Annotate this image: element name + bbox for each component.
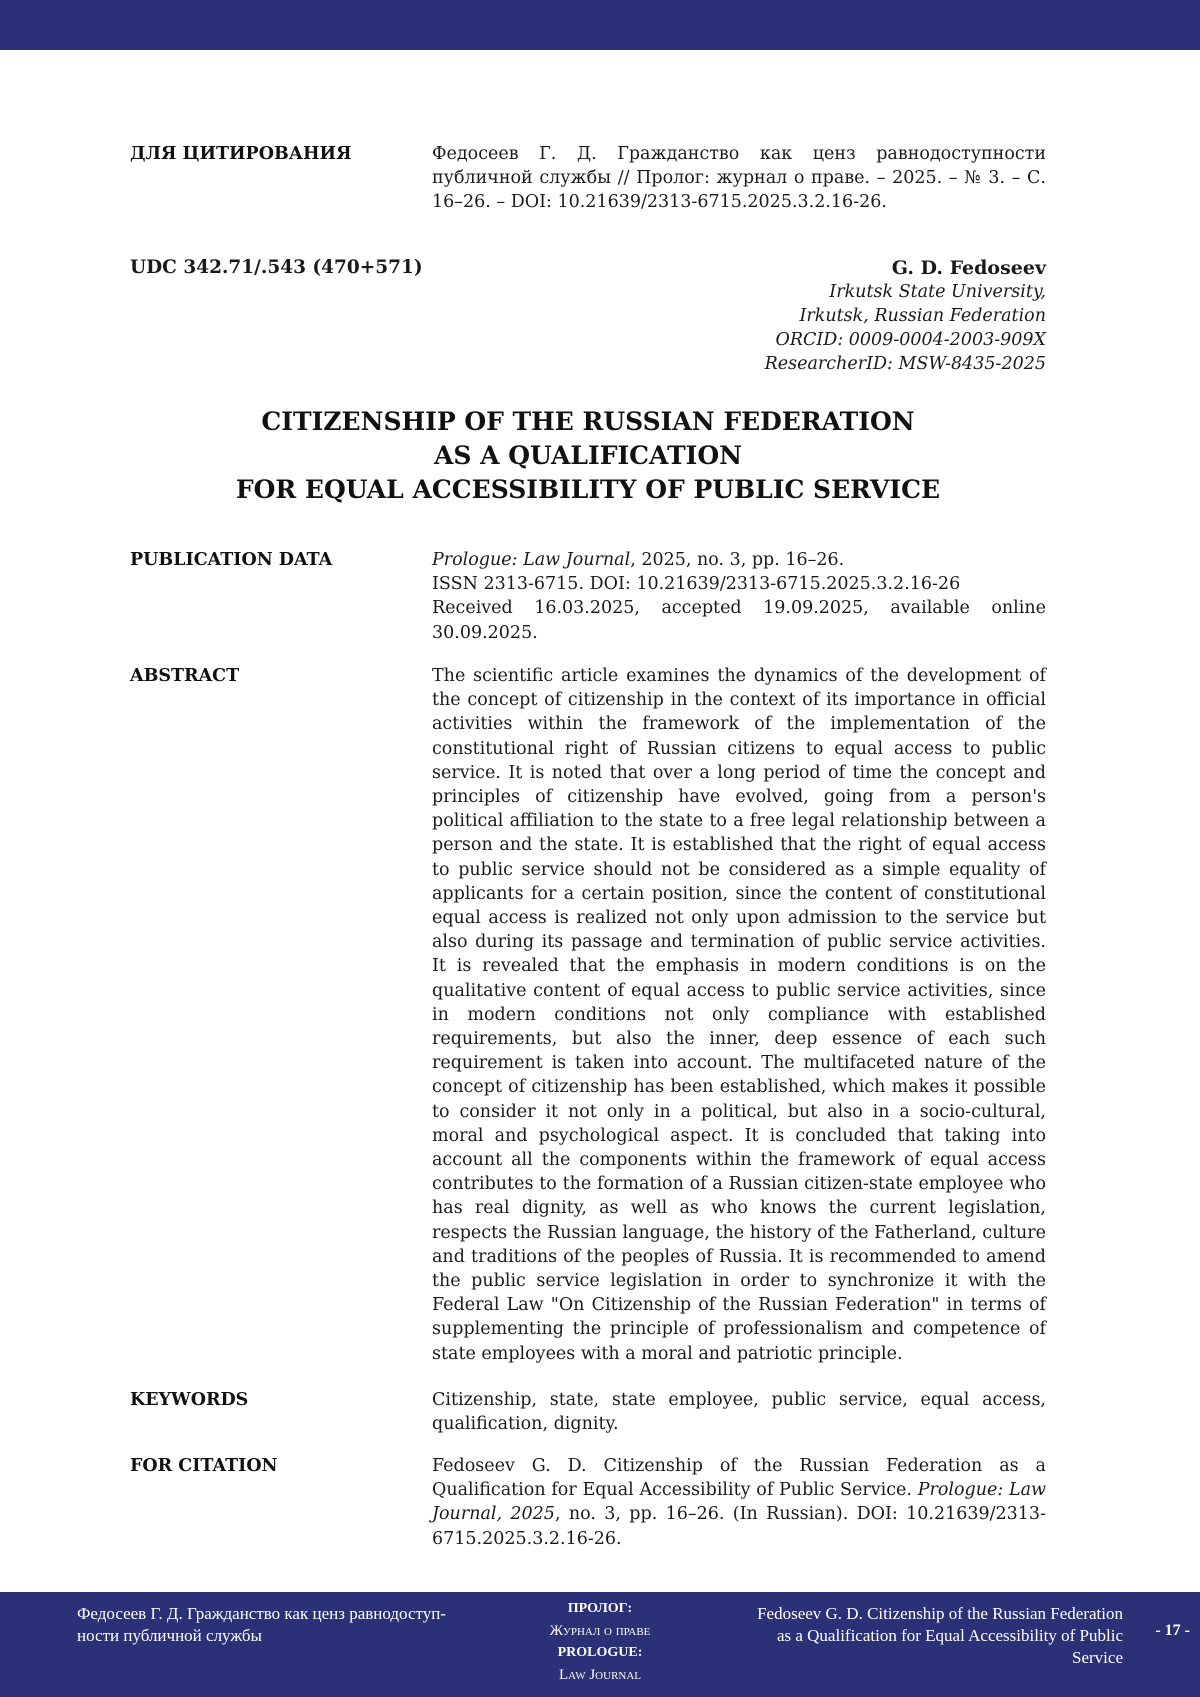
ru-citation-text: Федосеев Г. Д. Гражданство как ценз равнодоступности публичной службы // Пролог: журнал о праве. – 2025. – № 3. – С. 16–26. – DOI: 10.21639/2313-6715.2025.3.2.16-26. xyxy=(432,144,1046,213)
footer-en-subtitle: Law Journal xyxy=(558,1667,642,1683)
footer-left-running-title xyxy=(77,1603,477,1647)
author-name: G. D. Fedoseev xyxy=(891,257,1046,279)
footer-left-line-2: ности публичной службы xyxy=(77,1626,262,1645)
footer-journal-logo xyxy=(500,1598,700,1686)
author-researcher-id: ResearcherID: MSW-8435-2025 xyxy=(764,354,1046,374)
abstract-label: ABSTRACT xyxy=(130,666,240,686)
for-citation-label: FOR CITATION xyxy=(130,1456,278,1476)
title-line-2: AS A QUALIFICATION xyxy=(433,441,743,470)
keywords-text: Citizenship, state, state employee, public service, equal access, qualification, dignity. xyxy=(432,1390,1046,1435)
for-citation-section xyxy=(130,1454,1046,1554)
udc-code: UDC 342.71/.543 (470+571) xyxy=(130,257,423,278)
publication-data-content xyxy=(432,548,1046,645)
header-band xyxy=(0,0,1200,50)
title-line-3: FOR EQUAL ACCESSIBILITY OF PUBLIC SERVICE xyxy=(235,475,941,504)
citation-part-1: Fedoseev G. D. Citizenship of the Russian Federation as a Qualification for Equal Accessibility of Public Service. xyxy=(432,1456,1046,1501)
publication-journal-line xyxy=(432,548,1046,572)
publication-data-section xyxy=(130,548,1046,644)
keywords-label: KEYWORDS xyxy=(130,1390,249,1410)
keywords-section xyxy=(130,1388,1046,1438)
journal-name: Prologue: Law Journal xyxy=(432,550,631,570)
author-orcid: ORCID: 0009-0004-2003-909X xyxy=(775,330,1046,350)
ru-citation-label: ДЛЯ ЦИТИРОВАНИЯ xyxy=(130,144,352,164)
ru-citation-section xyxy=(130,142,1046,214)
abstract-section xyxy=(130,664,1046,1364)
journal-issue: , 2025, no. 3, pp. 16–26. xyxy=(630,550,845,570)
abstract-text: The scientific article examines the dynamics of the development of the concept of citizenship in the context of its importance in official activities within the framework of the implementation of the constitutional right of Russian citizens to equal access to public service. It is noted that over a long period of time the concept and principles of citizenship have evolved, going from a person's political affiliation to the state to a free legal relationship between a person and the state. It is established that the right of equal access to public service should not be considered as a simple equality of applicants for a certain position, since the content of constitutional equal access is realized not only upon admission to the service but also during its passage and termination of public service activities. It is revealed that the emphasis in modern conditions is on the qualitative content of equal access to public service activities, since in modern conditions not only compliance with established requirements, but also the inner, deep essence of each such requirement is taken into account. The multifaceted nature of the concept of citizenship has been established, which makes it possible to consider it not only in a political, but also in a socio-cultural, moral and psychological aspect. It is concluded that taking into account all the components within the framework of equal access contributes to the formation of a Russian citizen-state employee who has real dignity, as well as who knows the current legislation, respects the Russian language, the history of the Fatherland, culture and traditions of the peoples of Russia. It is recommended to amend the public service legislation in order to synchronize it with the Federal Law "On Citizenship of the Russian Federation" in terms of supplementing the principle of professionalism and competence of state employees with a moral and patriotic principle. xyxy=(432,666,1046,1364)
footer-ru-title: ПРОЛОГ: xyxy=(567,1601,633,1616)
footer-ru-subtitle: Журнал о праве xyxy=(549,1623,651,1639)
author-location: Irkutsk, Russian Federation xyxy=(799,306,1046,326)
article-title xyxy=(130,405,1046,507)
footer-en-title: PROLOGUE: xyxy=(557,1645,643,1660)
author-block xyxy=(765,256,1046,376)
citation-journal: Prologue: Law Journal, 2025 xyxy=(432,1480,1046,1525)
publication-issn: ISSN 2313-6715. DOI: 10.21639/2313-6715.2025.3.2.16-26 xyxy=(432,574,961,595)
title-line-1: CITIZENSHIP OF THE RUSSIAN FEDERATION xyxy=(261,407,915,436)
citation-part-2: , no. 3, pp. 16–26. (In Russian). DOI: 10.21639/2313-6715.2025.3.2.16-26. xyxy=(432,1504,1046,1549)
for-citation-text xyxy=(432,1454,1046,1551)
footer-right-line-3: Service xyxy=(1072,1648,1123,1667)
footer-band xyxy=(0,1592,1200,1697)
publication-data-label: PUBLICATION DATA xyxy=(130,550,333,570)
footer-right-running-title xyxy=(693,1603,1123,1669)
footer-right-line-2: as a Qualification for Equal Accessibility of Public xyxy=(776,1626,1123,1645)
publication-dates: Received 16.03.2025, accepted 19.09.2025, available online 30.09.2025. xyxy=(432,598,1046,643)
page-number: - 17 - xyxy=(1155,1622,1190,1639)
footer-right-line-1: Fedoseev G. D. Citizenship of the Russian Federation xyxy=(757,1604,1123,1623)
author-affiliation: Irkutsk State University, xyxy=(829,282,1046,302)
footer-left-line-1: Федосеев Г. Д. Гражданство как ценз равнодоступ- xyxy=(77,1604,446,1623)
